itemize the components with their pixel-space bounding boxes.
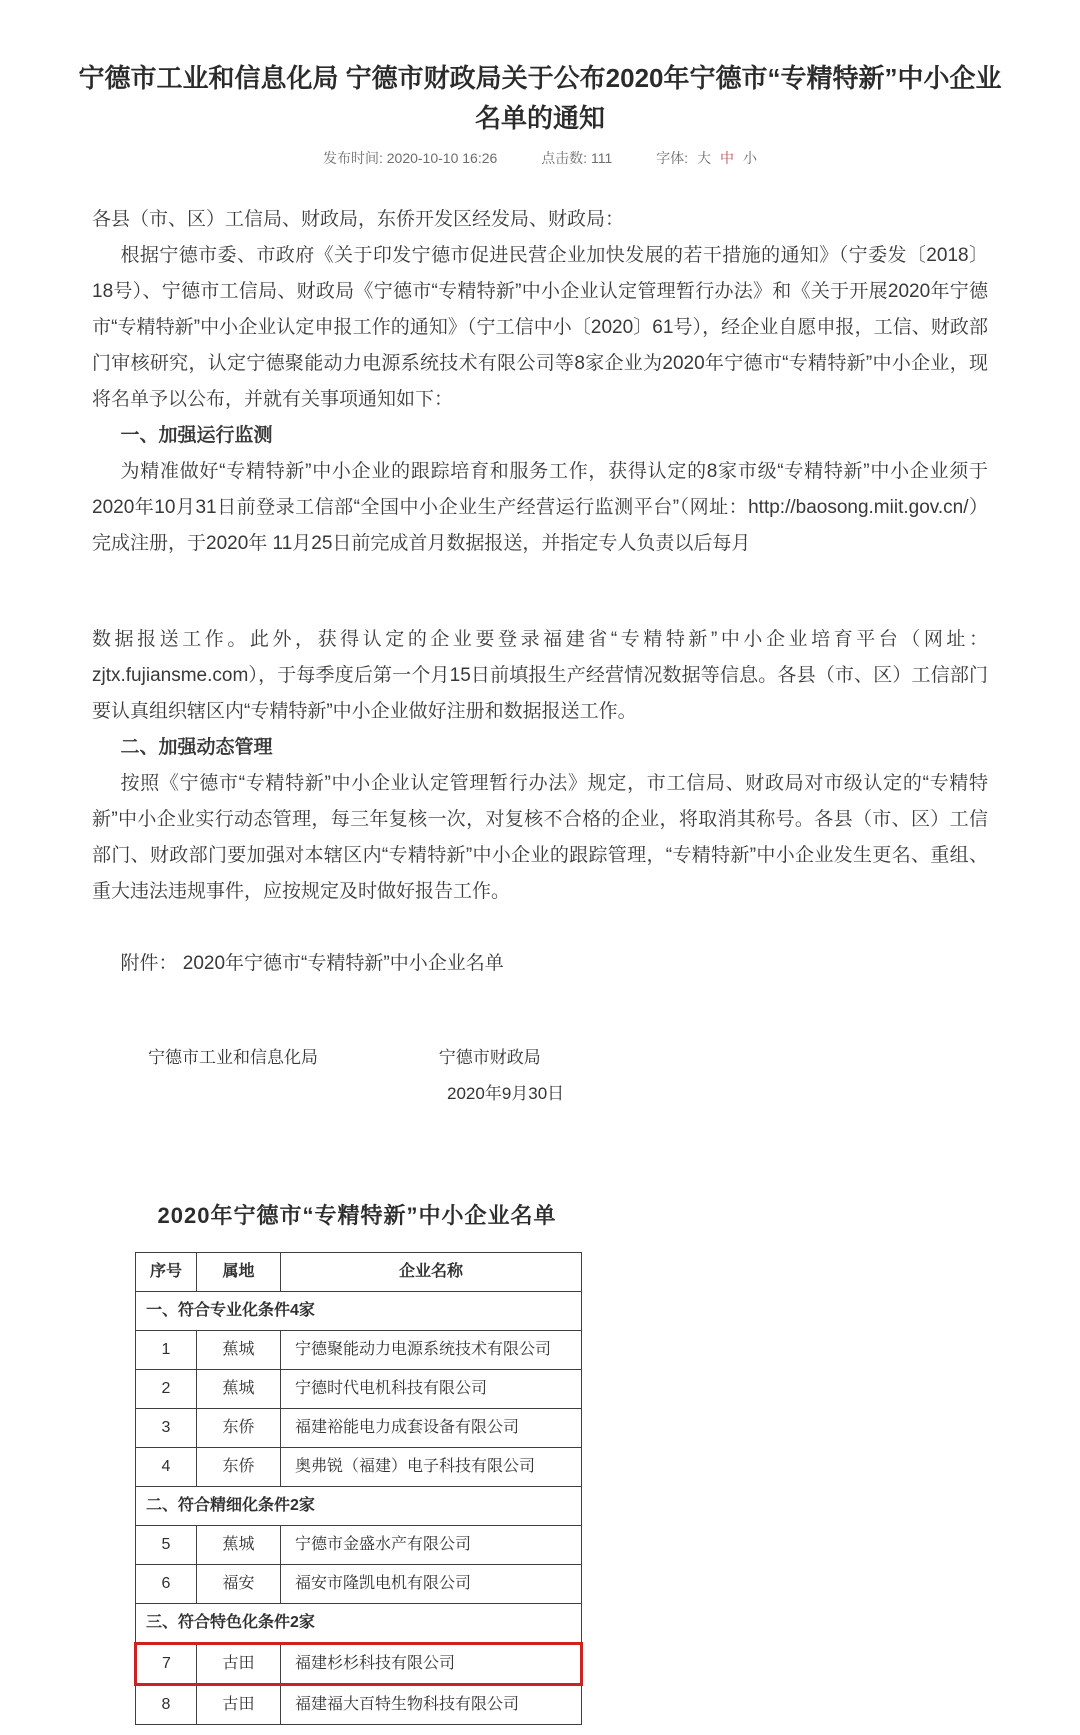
font-size-large-button[interactable]: 大 (697, 150, 712, 166)
hit-count-value: 111 (590, 150, 613, 166)
company-list-block (134, 1198, 580, 1725)
col-header-company: 企业名称 (281, 1253, 582, 1292)
paragraph-salutation: 各县（市、区）工信局、财政局，东侨开发区经发局、财政局： (92, 209, 625, 230)
cell-company: 福安市隆凯电机有限公司 (281, 1565, 582, 1604)
table-row (136, 1370, 582, 1409)
cell-index: 1 (136, 1331, 197, 1370)
page-title: 宁德市工业和信息化局 宁德市财政局关于公布2020年宁德市“专精特新”中小企业名单的通知 (78, 63, 1002, 133)
section-label: 一、符合专业化条件4家 (136, 1292, 582, 1331)
cell-region: 东侨 (197, 1448, 281, 1487)
company-table (134, 1252, 583, 1725)
paragraph-reporting: 数据报送工作。此外，获得认定的企业要登录福建省“专精特新”中小企业培育平台（网址：zjtx.fujiansme.com），于每季度后第一个月15日前填报生产经营情况数据等信息。各县（市、区）工信部门要认真组织辖区内“专精特新”中小企业做好注册和数据报送工作。 (92, 629, 988, 722)
cell-company: 宁德市金盛水产有限公司 (281, 1526, 582, 1565)
cell-company: 福建杉杉科技有限公司 (281, 1644, 582, 1685)
hit-count-label: 点击数: (541, 150, 588, 166)
publish-time (323, 150, 497, 166)
section-row-distinctive (136, 1604, 582, 1644)
section-row-specialized (136, 1292, 582, 1331)
cell-region: 东侨 (197, 1409, 281, 1448)
col-header-index: 序号 (136, 1253, 197, 1292)
font-size-label: 字体: (656, 150, 689, 166)
table-row (136, 1331, 582, 1370)
cell-index: 4 (136, 1448, 197, 1487)
font-size-small-button[interactable]: 小 (743, 150, 758, 166)
cell-region: 蕉城 (197, 1370, 281, 1409)
attachment-line: 附件： 2020年宁德市“专精特新”中小企业名单 (120, 953, 504, 974)
section-label: 二、符合精细化条件2家 (136, 1487, 582, 1526)
table-row (136, 1685, 582, 1725)
hit-count (541, 150, 612, 166)
font-size-medium-button[interactable]: 中 (720, 150, 735, 166)
table-row (136, 1565, 582, 1604)
cell-company: 福建福大百特生物科技有限公司 (281, 1685, 582, 1725)
cell-index: 2 (136, 1370, 197, 1409)
section-label: 三、符合特色化条件2家 (136, 1604, 582, 1644)
section-heading-monitoring: 一、加强运行监测 (120, 425, 273, 446)
cell-index: 8 (136, 1685, 197, 1725)
cell-index: 7 (136, 1644, 197, 1685)
signature-org-finance: 宁德市财政局 (438, 1048, 541, 1067)
cell-region: 蕉城 (197, 1331, 281, 1370)
cell-company: 宁德时代电机科技有限公司 (281, 1370, 582, 1409)
table-row (136, 1526, 582, 1565)
cell-company: 宁德聚能动力电源系统技术有限公司 (281, 1331, 582, 1370)
paragraph-management: 按照《宁德市“专精特新”中小企业认定管理暂行办法》规定，市工信局、财政局对市级认定的“专精特新”中小企业实行动态管理，每三年复核一次，对复核不合格的企业，将取消其称号。各县（市、区）工信部门、财政部门要加强对本辖区内“专精特新”中小企业的跟踪管理，“专精特新”中小企业发生更名、重组、重大违法违规事件，应按规定及时做好报告工作。 (92, 773, 988, 902)
cell-region: 古田 (197, 1644, 281, 1685)
publish-time-label: 发布时间: (322, 150, 383, 166)
meta-bar (0, 148, 1080, 168)
cell-index: 6 (136, 1565, 197, 1604)
section-heading-management: 二、加强动态管理 (120, 737, 273, 758)
cell-region: 古田 (197, 1685, 281, 1725)
table-title: 2020年宁德市“专精特新”中小企业名单 (157, 1203, 557, 1228)
cell-region: 蕉城 (197, 1526, 281, 1565)
table-row-highlighted (136, 1644, 582, 1685)
signature-block (92, 1046, 988, 1106)
signature-date: 2020年9月30日 (447, 1084, 565, 1103)
col-header-region: 属地 (197, 1253, 281, 1292)
notice-body (92, 202, 988, 1725)
table-row (136, 1448, 582, 1487)
section-row-refined (136, 1487, 582, 1526)
cell-region: 福安 (197, 1565, 281, 1604)
cell-company: 奥弗锐（福建）电子科技有限公司 (281, 1448, 582, 1487)
font-size-control (656, 150, 757, 166)
cell-company: 福建裕能电力成套设备有限公司 (281, 1409, 582, 1448)
paragraph-intro: 根据宁德市委、市政府《关于印发宁德市促进民营企业加快发展的若干措施的通知》（宁委发〔2018〕18号）、宁德市工信局、财政局《宁德市“专精特新”中小企业认定管理暂行办法》和《关于开展2020年宁德市“专精特新”中小企业认定申报工作的通知》（宁工信中小〔2020〕61号），经企业自愿申报，工信、财政部门审核研究，认定宁德聚能动力电源系统技术有限公司等8家企业为2020年宁德市“专精特新”中小企业，现将名单予以公布，并就有关事项通知如下： (92, 245, 988, 410)
table-header-row (136, 1253, 582, 1292)
signature-orgs (92, 1046, 988, 1070)
signature-date-row (92, 1082, 988, 1106)
signature-org-industry: 宁德市工业和信息化局 (148, 1048, 318, 1067)
table-row (136, 1409, 582, 1448)
paragraph-monitoring: 为精准做好“专精特新”中小企业的跟踪培育和服务工作，获得认定的8家市级“专精特新”中小企业须于2020年10月31日前登录工信部“全国中小企业生产经营运行监测平台”（网址：http://baosong.miit.gov.cn/）完成注册，于2020年 11月25日前完成首月数据报送，并指定专人负责以后每月 (92, 461, 988, 554)
cell-index: 5 (136, 1526, 197, 1565)
publish-time-value: 2020-10-10 16:26 (386, 150, 498, 166)
cell-index: 3 (136, 1409, 197, 1448)
